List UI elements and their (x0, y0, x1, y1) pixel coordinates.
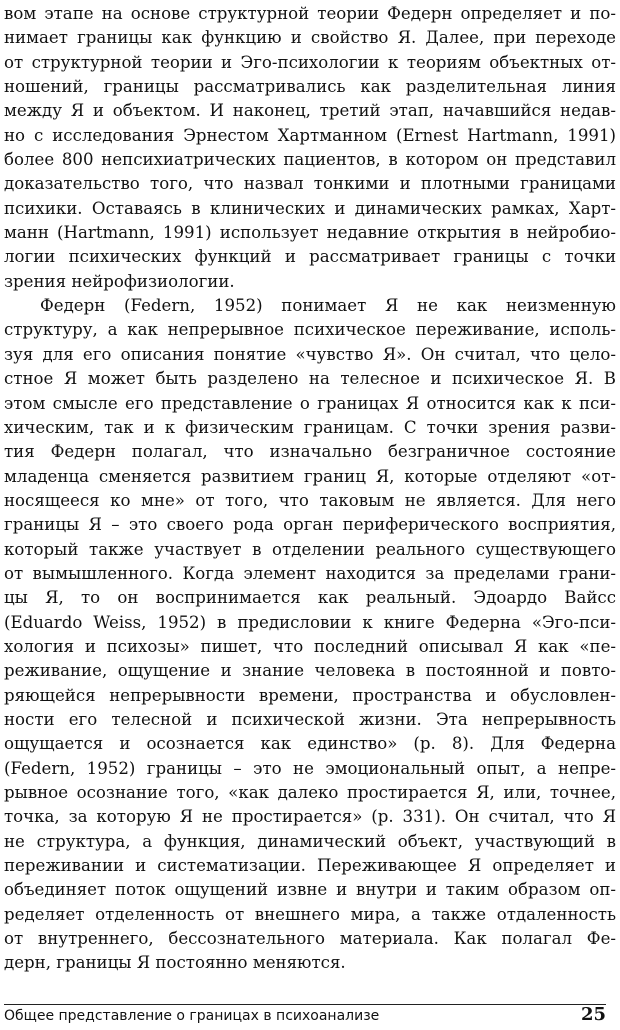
text-line: ности его телесной и психической жизни. Эта непрерывность (4, 709, 616, 729)
text-line: доказательство того, что назвал тонкими и плотными границами (4, 174, 616, 194)
text-line: носящееся ко мне» от того, что таковым не является. Для него (4, 490, 616, 510)
paragraph-1 (4, 2, 616, 294)
text-line: более 800 непсихиатрических пациентов, в котором он представил (4, 150, 616, 170)
text-line: переживании и систематизации. Переживающее Я определяет и (4, 856, 616, 876)
text-line: который также участвует в отделении реального существующего (4, 539, 616, 559)
text-line: цы Я, то он воспринимается как реальный. Эдоардо Вайсс (4, 588, 616, 608)
text-line: хология и психозы» пишет, что последний описывал Я как «пе- (4, 636, 616, 656)
text-line: структуру, а как непрерывное психическое переживание, исполь- (4, 320, 616, 340)
text-line: зрения нейрофизиологии. (4, 271, 235, 291)
text-line: стное Я может быть разделено на телесное и психическое Я. В (4, 369, 616, 389)
text-line: ощущается и осознается как единство» (p. 8). Для Федерна (4, 734, 616, 754)
text-line: дерн, границы Я постоянно меняются. (4, 953, 346, 973)
text-line: границы Я – это своего рода орган периферического восприятия, (4, 515, 616, 535)
text-line: от структурной теории и Эго-психологии к теориям объектных от- (4, 52, 616, 72)
text-line: логии психических функций и рассматривает границы с точки (4, 247, 616, 267)
text-line: этом смысле его представление о границах Я относится как к пси- (4, 393, 616, 413)
text-line: между Я и объектом. И наконец, третий этап, начавшийся недав- (4, 101, 616, 121)
text-line: хическим, так и к физическим границам. С точки зрения разви- (4, 417, 616, 437)
text-line: точка, за которую Я не простирается» (p. 331). Он считал, что Я (4, 807, 616, 827)
running-footer-title: Общее представление о границах в психоанализе (4, 1008, 380, 1024)
body-text (4, 2, 616, 976)
text-line: ношений, границы рассматривались как разделительная линия (4, 77, 616, 97)
text-line: нимает границы как функцию и свойство Я. Далее, при переходе (4, 28, 616, 48)
text-line: реживание, ощущение и знание человека в постоянной и повто- (4, 661, 616, 681)
footer-divider (4, 1004, 606, 1005)
text-line: тия Федерн полагал, что изначально безграничное состояние (4, 442, 616, 462)
text-line: зуя для его описания понятие «чувство Я». Он считал, что цело- (4, 344, 616, 364)
text-line: психики. Оставаясь в клинических и динамических рамках, Харт- (4, 198, 616, 218)
page-number: 25 (580, 1004, 606, 1025)
text-line: ряющейся непрерывности времени, пространства и обусловлен- (4, 685, 616, 705)
text-line: объединяет поток ощущений извне и внутри и таким образом оп- (4, 880, 616, 900)
text-line: от вымышленного. Когда элемент находится за пределами грани- (4, 563, 616, 583)
paragraph-2 (4, 294, 616, 976)
text-line: ределяет отделенность от внешнего мира, а также отдаленность (4, 904, 616, 924)
text-line: рывное осознание того, «как далеко простирается Я, или, точнее, (4, 783, 616, 802)
text-line: не структура, а функция, динамический объект, участвующий в (4, 831, 616, 851)
text-line: (Federn, 1952) границы – это не эмоциональный опыт, а непре- (4, 758, 616, 778)
text-line: но с исследования Эрнестом Хартманном (Ernest Hartmann, 1991) (4, 125, 616, 145)
text-line: от внутреннего, бессознательного материала. Как полагал Фе- (4, 929, 616, 949)
text-line: младенца сменяется развитием границ Я, которые отделяют «от- (4, 466, 616, 486)
text-line: Федерн (Federn, 1952) понимает Я не как неизменную (40, 296, 616, 316)
text-line: вом этапе на основе структурной теории Федерн определяет и по- (4, 4, 616, 23)
text-line: манн (Hartmann, 1991) использует недавние открытия в нейробио- (4, 223, 616, 243)
text-line: (Eduardo Weiss, 1952) в предисловии к книге Федерна «Эго-пси- (4, 612, 616, 632)
